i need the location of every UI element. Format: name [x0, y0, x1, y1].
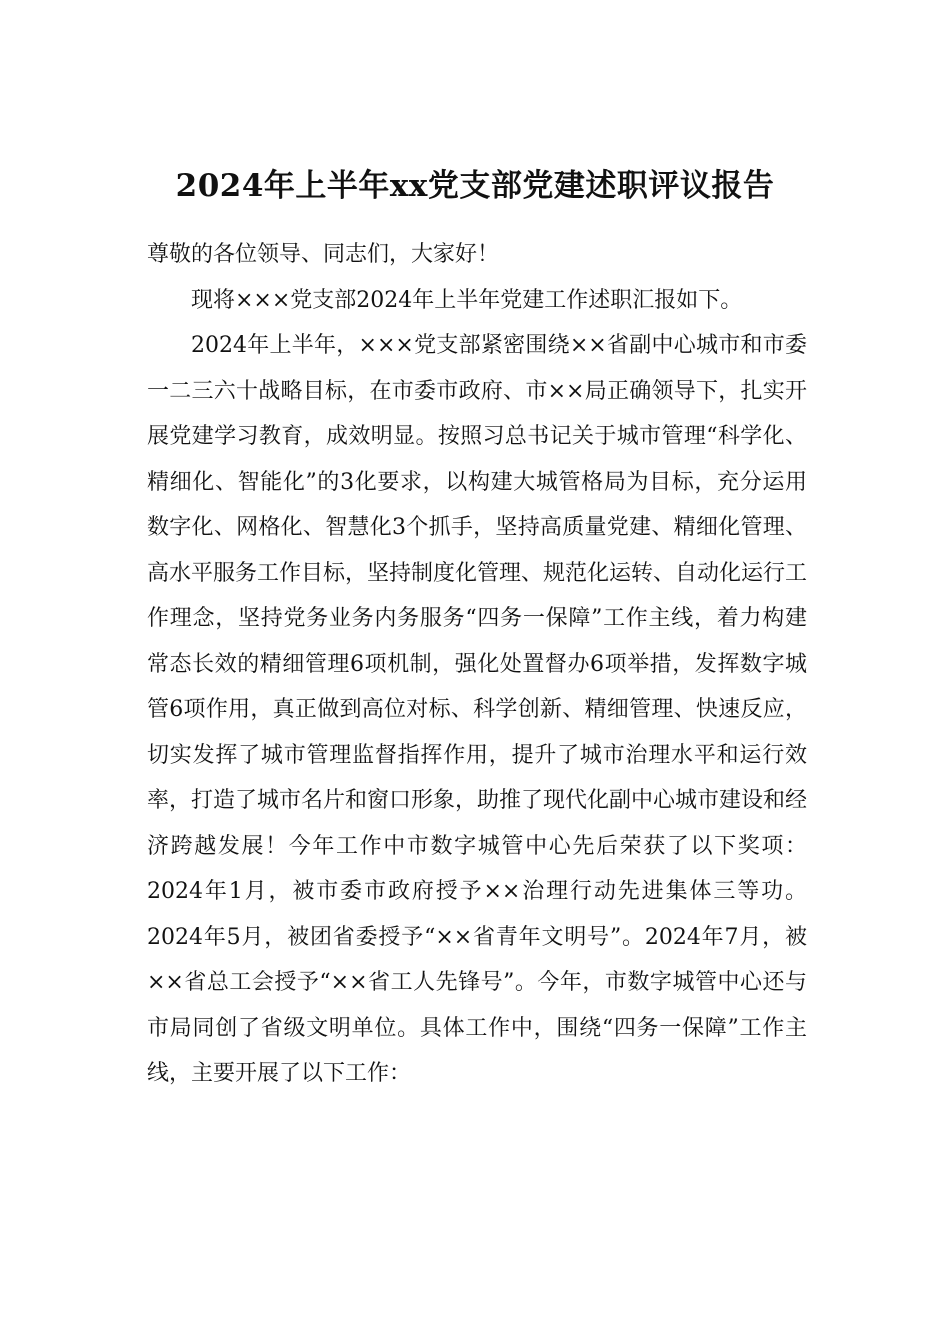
document-body [147, 232, 807, 1097]
main-paragraph: 2024年上半年，×××党支部紧密围绕××省副中心城市和市委一二三六十战略目标，在市委市政府、市××局正确领导下，扎实开展党建学习教育，成效明显。按照习总书记关于城市管理“科学化、精细化、智能化”的3化要求，以构建大城管格局为目标，充分运用数字化、网格化、智慧化3个抓手，坚持高质量党建、精细化管理、高水平服务工作目标，坚持制度化管理、规范化运转、自动化运行工作理念，坚持党务业务内务服务“四务一保障”工作主线，着力构建常态长效的精细管理6项机制，强化处置督办6项举措，发挥数字城管6项作用，真正做到高位对标、科学创新、精细管理、快速反应，切实发挥了城市管理监督指挥作用，提升了城市治理水平和运行效率，打造了城市名片和窗口形象，助推了现代化副中心城市建设和经济跨越发展！今年工作中市数字城管中心先后荣获了以下奖项：2024年1月，被市委市政府授予××治理行动先进集体三等功。2024年5月，被团省委授予“××省青年文明号”。2024年7月，被××省总工会授予“××省工人先锋号”。今年，市数字城管中心还与市局同创了省级文明单位。具体工作中，围绕“四务一保障”工作主线，主要开展了以下工作： [147, 333, 808, 1086]
greeting-paragraph: 尊敬的各位领导、同志们，大家好！ [147, 242, 500, 267]
document-title: 2024年上半年xx党支部党建述职评议报告 [175, 168, 775, 204]
intro-paragraph: 现将×××党支部2024年上半年党建工作述职汇报如下。 [191, 287, 743, 313]
